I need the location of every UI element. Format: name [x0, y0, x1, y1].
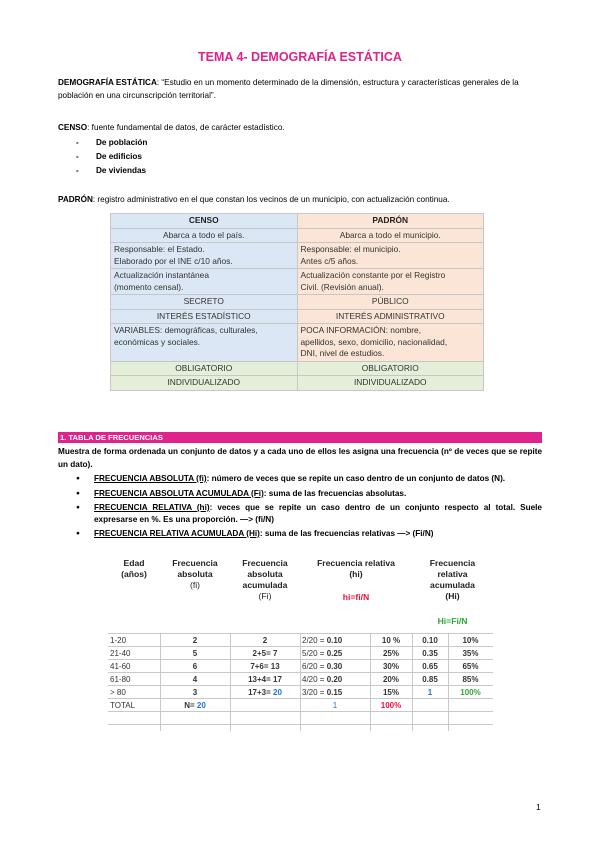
padron-text: : registro administrativo en el que constan los vecinos de un municipio, con actualización continua. — [92, 195, 450, 204]
Hi-formula: Hi=Fi/N — [437, 616, 468, 626]
frequency-definitions — [76, 473, 542, 543]
page-title: TEMA 4- DEMOGRAFÍA ESTÁTICA — [198, 50, 402, 64]
censo-padron-table — [110, 213, 484, 391]
censo-term: CENSO — [58, 123, 88, 132]
list-item: - De población — [76, 138, 148, 147]
definition-text: : “Estudio en un momento determinado de la dimensión, estructura y características generales de la población en una circunscripción territorial”. — [58, 78, 519, 100]
table-cell: Actualización constante por el Registro Civil. (Revisión anual). — [297, 269, 484, 295]
definition-term: DEMOGRAFÍA ESTÁTICA — [58, 78, 157, 87]
table-cell: Abarca a todo el municipio. — [297, 228, 484, 243]
table-cell: Actualización instantánea (momento censal). — [111, 269, 298, 295]
frequency-table: Edad (años) Frecuencia absoluta (fi) Frecuencia absoluta acumulada (Fi) Frecuencia relativa (hi) hi=fi/N Frecuencia relativa acumulada (Hi) Hi=Fi/N 1-20 2 2 2/20 = 0.10 10 % 0.10 10% 21-40 5 2+5= 7 5/20 = 0.25 25% 0.35 35% 41-60 6 7+6= 13 6/20 = 0.30 30% 0.65 65% 61-80 4 13+4= 17 4/20 = 0.20 20% 0.85 85% > 80 3 17+3= 20 3/20 = 0.15 15% 1 100% TOTAL N= 20 1 100% — [108, 553, 493, 731]
table-cell: INDIVIDUALIZADO — [111, 376, 298, 391]
table-cell: PÚBLICO — [297, 295, 484, 310]
list-item: ● FRECUENCIA ABSOLUTA (fi): número de veces que se repite un caso dentro de un conjunto de datos (N). — [76, 473, 542, 485]
header-hi: Frecuencia relativa (hi) hi=fi/N — [300, 558, 412, 603]
table-cell: SECRETO — [111, 295, 298, 310]
section-heading: 1. TABLA DE FRECUENCIAS — [58, 432, 542, 443]
table-cell: Responsable: el municipio. Antes c/5 años. — [297, 243, 484, 269]
list-item: - De edificios — [76, 152, 142, 161]
hi-formula: hi=fi/N — [342, 592, 370, 602]
header-Hi: Frecuencia relativa acumulada (Hi) Hi=Fi/N — [412, 558, 493, 627]
page-number: 1 — [536, 802, 541, 812]
header-Fi: Frecuencia absoluta acumulada (Fi) — [242, 558, 288, 601]
definition-paragraph — [58, 76, 548, 102]
censo-list — [76, 136, 147, 178]
list-item: - De viviendas — [76, 166, 147, 175]
padron-term: PADRÓN — [58, 195, 93, 204]
header-edad: Edad (años) — [121, 558, 147, 579]
table-cell: OBLIGATORIO — [111, 361, 298, 376]
censo-paragraph — [58, 121, 548, 134]
table-cell: INDIVIDUALIZADO — [297, 376, 484, 391]
header-padron: PADRÓN — [297, 214, 484, 229]
table-cell: VARIABLES: demográficas, culturales, económicas y sociales. — [111, 324, 298, 362]
censo-text: : fuente fundamental de datos, de carácter estadístico. — [87, 123, 285, 132]
table-cell: OBLIGATORIO — [297, 361, 484, 376]
table-cell: INTERÉS ADMINISTRATIVO — [297, 309, 484, 324]
table-cell: INTERÉS ESTADÍSTICO — [111, 309, 298, 324]
list-item: ● FRECUENCIA RELATIVA ACUMULADA (Hi): suma de las frecuencias relativas —> (Fi/N) — [76, 528, 542, 540]
header-fi: Frecuencia absoluta (fi) — [172, 558, 218, 590]
header-censo: CENSO — [111, 214, 298, 229]
list-item: ● FRECUENCIA ABSOLUTA ACUMULADA (Fi): suma de las frecuencias absolutas. — [76, 488, 542, 500]
padron-paragraph — [58, 193, 548, 206]
table-cell: Abarca a todo el país. — [111, 228, 298, 243]
table-cell: Responsable: el Estado. Elaborado por el INE c/10 años. — [111, 243, 298, 269]
section-intro: Muestra de forma ordenada un conjunto de datos y a cada uno de ellos les asigna una frecuencia (nº de veces que se repite un dato). — [58, 447, 542, 469]
list-item: ● FRECUENCIA RELATIVA (hi): veces que se repite un caso dentro de un conjunto respecto al total. Suele expresarse en %. Es una proporción. —> (fi/N) — [76, 502, 542, 525]
table-cell: POCA INFORMACIÓN: nombre, apellidos, sexo, domicilio, nacionalidad, DNI, nivel de estudios. — [297, 324, 484, 362]
